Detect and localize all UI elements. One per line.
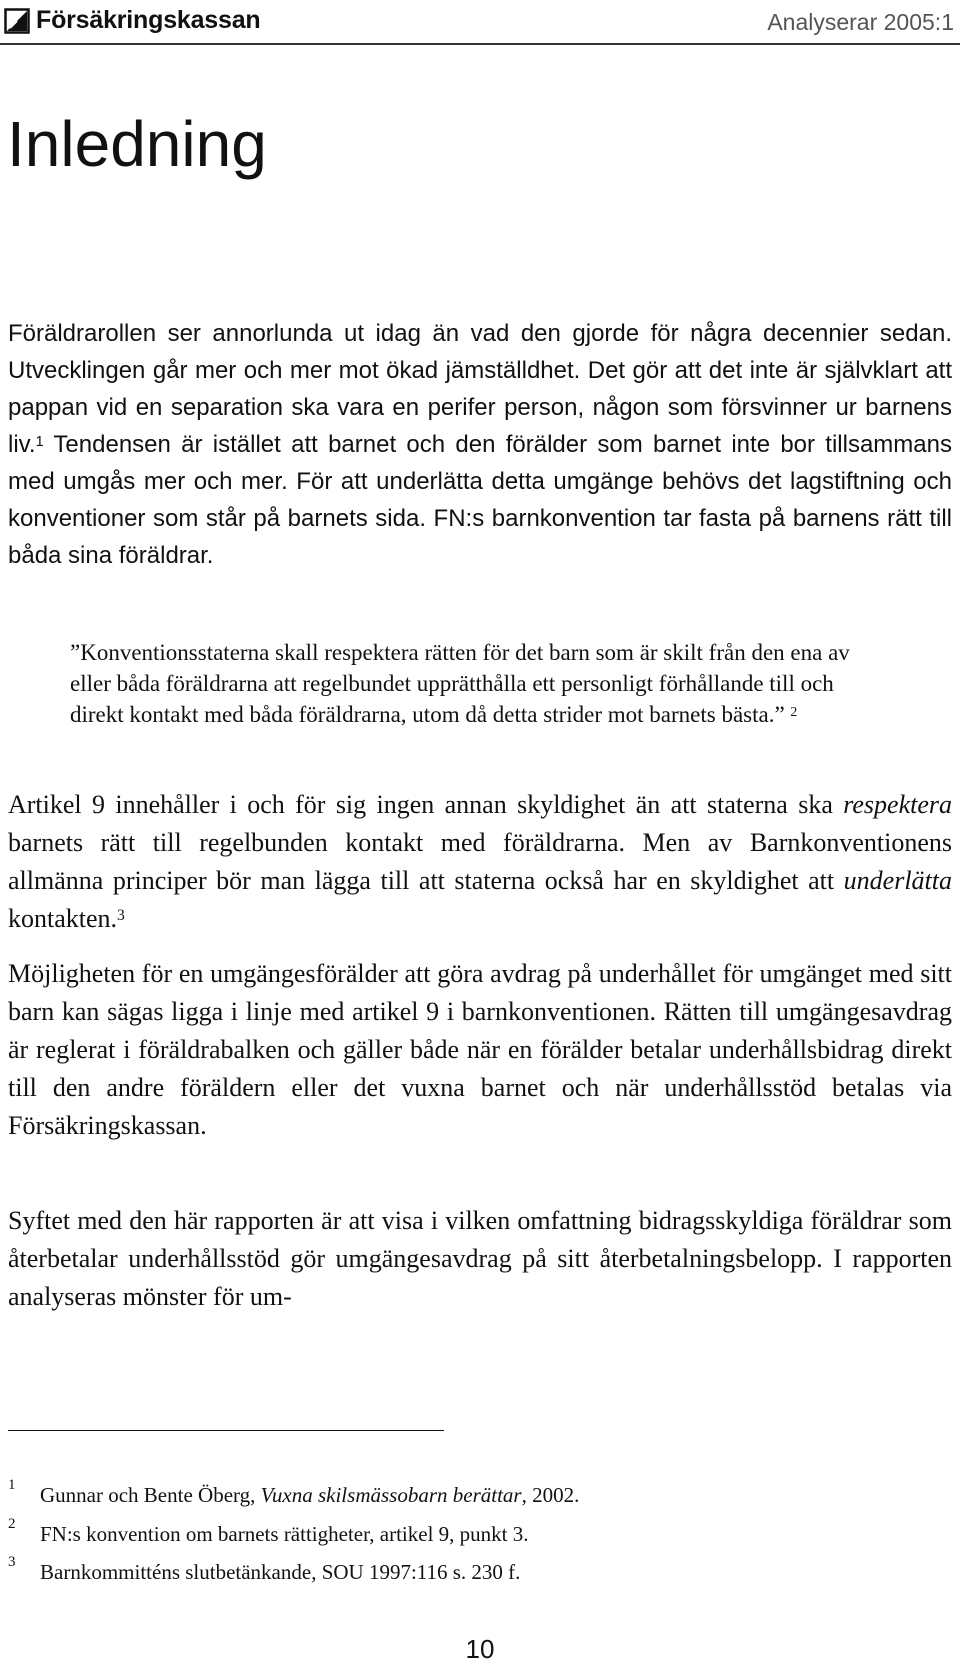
paragraph-intro — [8, 315, 952, 574]
footnote-divider — [8, 1430, 444, 1431]
footnote-1-year: , 2002. — [521, 1483, 580, 1507]
footnote-ref-2: 2 — [790, 703, 798, 719]
paragraph-umgangesavdrag: Möjligheten för en umgängesförälder att göra avdrag på underhållet för umgänget med sitt barn kan sägas ligga i linje med artikel 9 i barnkonventionen. Rätten till umgängesavdrag är reglerat i föräldrabalken och gäller både när en förälder betalar underhållsbidrag direkt till den andre föräldern eller det vuxna barnet och när underhållsstöd betalas via Försäkringskassan. — [8, 959, 952, 1140]
report-id: Analyserar 2005:1 — [767, 9, 954, 35]
emphasis-underlatta: underlätta — [843, 866, 952, 895]
page-number: 10 — [465, 1634, 495, 1664]
paragraph-article-9-text-b: barnets rätt till regelbunden kontakt med föräldrarna. Men av Barnkonventionens allmänna principer bör man lägga till att staterna också har en skyldighet att — [8, 828, 952, 895]
paragraph-intro-text-b: Tendensen är istället att barnet och den förälder som barnet inte bor tillsammans med umgås mer och mer. För att underlätta detta umgänge behövs det lagstiftning och konventioner som står på barnets sida. FN:s barnkonvention tar fasta på barnens rätt till båda sina föräldrar. — [8, 431, 952, 569]
header-divider — [0, 43, 960, 45]
block-quote — [70, 637, 860, 730]
paragraph-article-9 — [8, 786, 952, 938]
page-title: Inledning — [7, 108, 267, 180]
footnote-1-authors: Gunnar och Bente Öberg, — [40, 1483, 261, 1507]
brand-logo-icon — [4, 8, 30, 34]
footnote-2-number: 2 — [8, 1516, 16, 1532]
brand-name: Försäkringskassan — [36, 6, 261, 34]
footnote-1-title: Vuxna skilsmässobarn berättar — [260, 1483, 522, 1507]
footnote-1-number: 1 — [8, 1477, 16, 1493]
paragraph-article-9-text-a: Artikel 9 innehåller i och för sig ingen annan skyldighet än att staterna ska — [8, 790, 844, 819]
paragraph-syftet: Syftet med den här rapporten är att visa i vilken omfattning bidragsskyldiga föräldrar som återbetalar underhållsstöd gör umgängesavdrag på sitt återbetalningsbelopp. I rapporten analyseras mönster för um- — [8, 1206, 952, 1311]
footnote-3-text: Barnkommitténs slutbetänkande, SOU 1997:116 s. 230 f. — [40, 1560, 521, 1584]
footnote-1-text — [40, 1480, 579, 1510]
page-header — [0, 0, 960, 44]
footnote-ref-1: 1 — [35, 433, 44, 450]
footnote-ref-3: 3 — [117, 906, 125, 924]
brand-logo — [4, 6, 261, 35]
paragraph-article-9-text-c: kontakten. — [8, 904, 118, 933]
paragraph-intro-text-a: Föräldrarollen ser annorlunda ut idag än vad den gjorde för några decennier sedan. Utvecklingen går mer och mer mot ökad jämställdhet. Det gör att det inte är självklart att pappan vid en separation ska vara en perifer person, någon som försvinner ur barnens liv. — [8, 320, 952, 458]
emphasis-respektera: respektera — [843, 790, 952, 819]
block-quote-text: ”Konventionsstaterna skall respektera rätten för det barn som är skilt från den ena av eller båda föräldrarna att regelbundet upprätthålla ett personligt förhållande till och direkt kontakt med båda föräldrarna, utom då detta strider mot barnets bästa.” — [70, 640, 850, 727]
footnote-2-text: FN:s konvention om barnets rättigheter, artikel 9, punkt 3. — [40, 1522, 529, 1546]
footnote-3-number: 3 — [8, 1554, 16, 1570]
